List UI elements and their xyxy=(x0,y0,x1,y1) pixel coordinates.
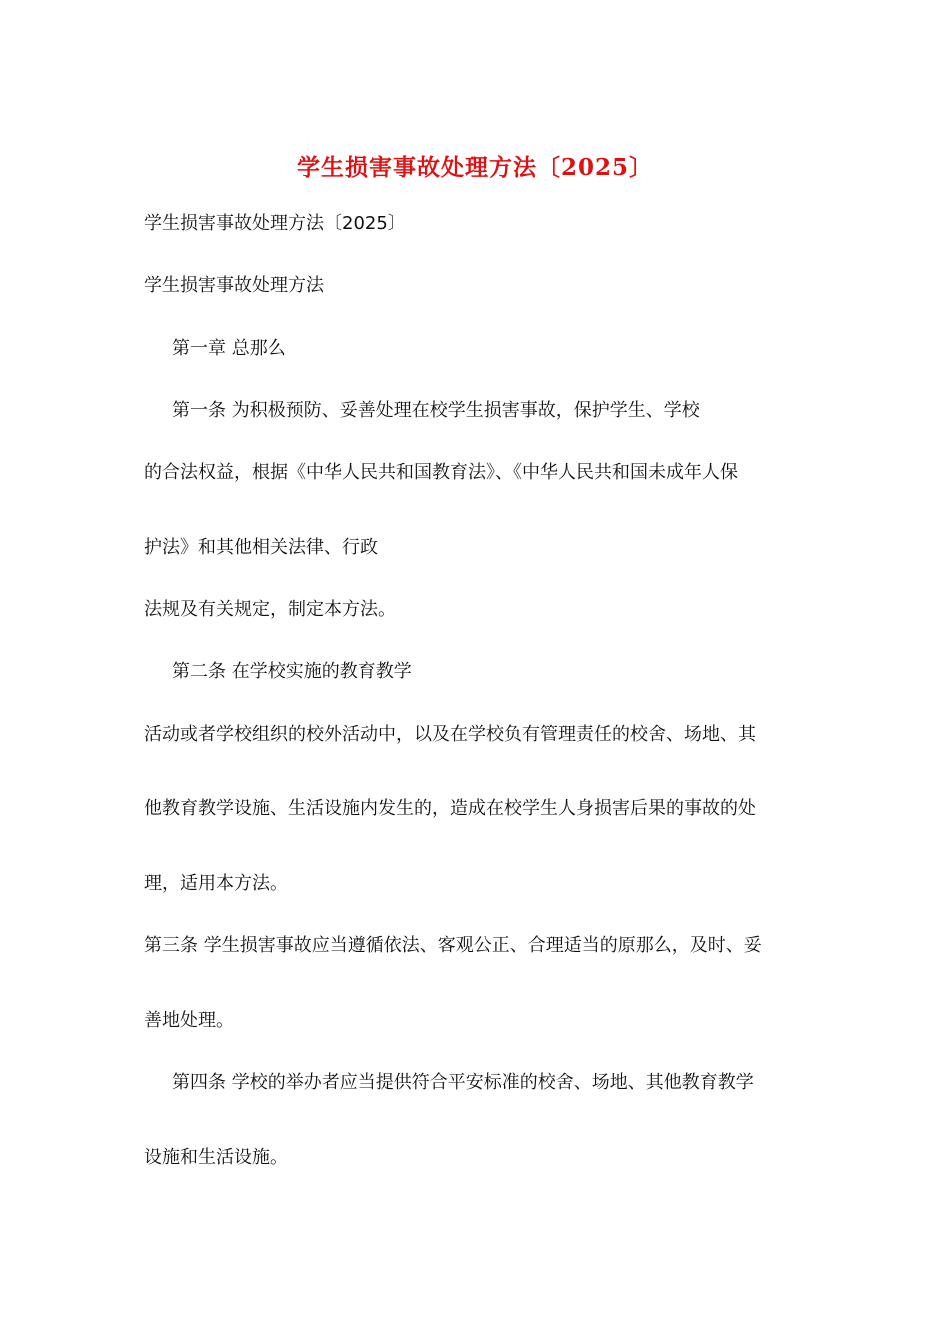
subtitle-line: 学生损害事故处理方法〔2025〕 xyxy=(144,213,406,234)
article-2-line-1: 第二条 在学校实施的教育教学 xyxy=(172,661,412,682)
article-4-line-2: 设施和生活设施。 xyxy=(144,1147,288,1168)
article-2-line-2: 活动或者学校组织的校外活动中，以及在学校负有管理责任的校舍、场地、其 xyxy=(144,724,756,745)
article-1-line-4: 法规及有关规定，制定本方法。 xyxy=(144,599,396,620)
article-1-line-2: 的合法权益，根据《中华人民共和国教育法》、《中华人民共和国未成年人保 xyxy=(144,462,738,483)
regulation-name: 学生损害事故处理方法 xyxy=(144,275,324,296)
chapter-heading: 第一章 总那么 xyxy=(172,338,286,359)
article-3-line-2: 善地处理。 xyxy=(144,1010,234,1031)
article-1-line-1: 第一条 为积极预防、妥善处理在校学生损害事故，保护学生、学校 xyxy=(172,400,700,421)
article-2-line-3: 他教育教学设施、生活设施内发生的，造成在校学生人身损害后果的事故的处 xyxy=(144,798,756,819)
article-3-line-1: 第三条 学生损害事故应当遵循依法、客观公正、合理适当的原那么，及时、妥 xyxy=(144,935,762,956)
document-title: 学生损害事故处理方法〔2025〕 xyxy=(296,154,653,181)
article-4-line-1: 第四条 学校的举办者应当提供符合平安标准的校舍、场地、其他教育教学 xyxy=(172,1072,754,1093)
article-1-line-3: 护法》和其他相关法律、行政 xyxy=(144,537,378,558)
article-2-line-4: 理，适用本方法。 xyxy=(144,873,288,894)
